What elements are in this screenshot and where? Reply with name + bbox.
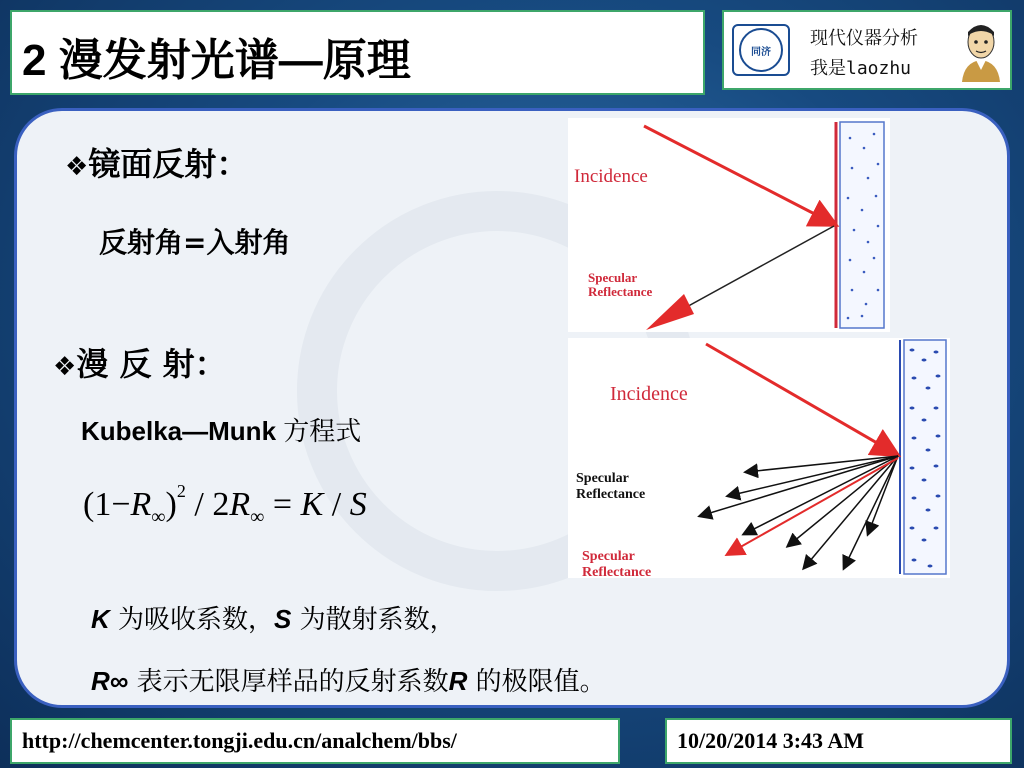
note-r-text2: 的极限值。: [467, 667, 606, 697]
university-seal-icon: 同济: [732, 24, 790, 76]
note-k-s: [91, 599, 456, 636]
portrait-icon: [956, 20, 1006, 82]
specular-rule: 反射角=入射角: [99, 226, 291, 259]
formula-r2: R: [229, 486, 251, 523]
note-r-text: 表示无限厚样品的反射系数: [128, 667, 449, 697]
km-suffix: 方程式: [276, 416, 362, 446]
diffuse-heading: [53, 339, 227, 385]
slide-title: 2 漫发射光谱—原理: [22, 36, 411, 85]
formula-open: (1−: [83, 486, 131, 523]
specular-label-2: Reflectance: [588, 284, 653, 299]
formula-power: 2: [176, 481, 186, 501]
formula-eq: =: [264, 486, 301, 523]
specular-label-1: Specular: [588, 270, 638, 285]
logo-box: [722, 10, 1012, 90]
note-s-text: 为散射系数，: [291, 605, 456, 635]
formula-inf2: ∞: [250, 506, 265, 528]
km-name: Kubelka—Munk: [81, 416, 277, 446]
formula-div: / 2: [185, 486, 230, 523]
diamond-bullet-icon: ❖: [65, 152, 89, 182]
specular-label-b2: Reflectance: [582, 565, 652, 578]
note-k-symbol: K: [91, 604, 110, 634]
course-name: 现代仪器分析: [810, 28, 918, 49]
specular-label-a2: Reflectance: [576, 487, 646, 502]
formula-inf: ∞: [151, 506, 166, 528]
diffuse-heading-text: 漫 反 射：: [76, 345, 227, 383]
specular-reflection-figure: [568, 118, 890, 332]
specular-heading-text: 镜面反射：: [88, 145, 249, 183]
incidence-label: Incidence: [574, 166, 648, 187]
incidence-label: Incidence: [610, 383, 688, 405]
diamond-bullet-icon: ❖: [53, 352, 77, 382]
formula-slash: /: [323, 486, 350, 523]
note-k-text: 为吸收系数，: [109, 605, 275, 635]
km-equation-label: [81, 411, 361, 448]
note-r-symbol2: R: [448, 666, 468, 696]
note-s-symbol: S: [274, 604, 292, 634]
footer-date: 10/20/2014 3:43 AM: [665, 718, 1012, 764]
formula-r: R: [130, 486, 152, 523]
specular-label-a1: Specular: [576, 471, 629, 486]
note-r-inf: [91, 661, 606, 698]
formula-k: K: [300, 486, 324, 523]
formula-close: ): [165, 486, 177, 523]
specular-label-b1: Specular: [582, 549, 635, 564]
author-name: 我是laozhu: [810, 58, 912, 79]
formula-s: S: [349, 486, 367, 523]
title-box: [10, 10, 705, 95]
specular-heading: [65, 139, 248, 185]
note-r-symbol: R∞: [91, 666, 129, 696]
footer-url[interactable]: http://chemcenter.tongji.edu.cn/analchem/bbs/: [10, 718, 620, 764]
km-formula: [83, 481, 367, 529]
diffuse-reflection-figure: [568, 338, 950, 578]
